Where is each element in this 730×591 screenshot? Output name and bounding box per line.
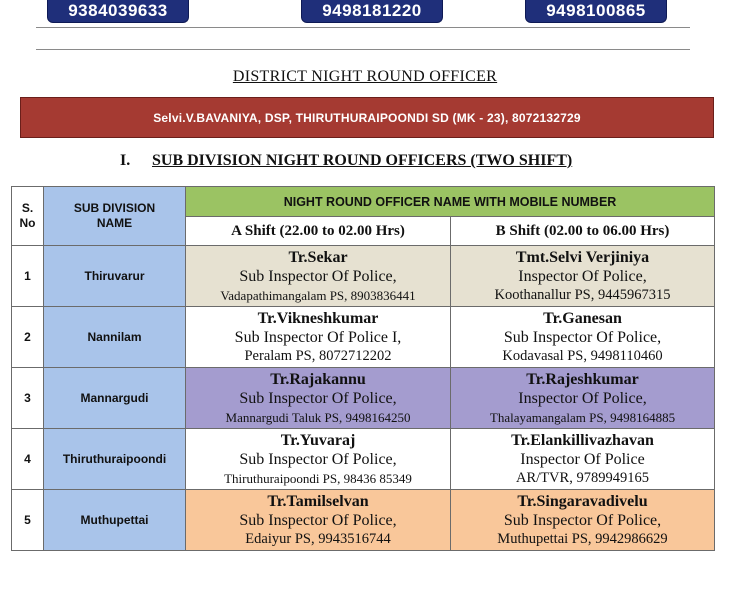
officer-name: Tr.Yuvaraj	[280, 431, 356, 449]
officer-name: Tr.Singaravadivelu	[517, 492, 648, 510]
officer-rank: Sub Inspector Of Police,	[239, 267, 397, 285]
shift-a-officer	[186, 368, 451, 429]
night-round-table	[11, 186, 715, 551]
shift-a-officer	[186, 246, 451, 307]
shift-b-officer	[451, 490, 715, 551]
officer-rank: Sub Inspector Of Police,	[239, 389, 397, 407]
row-subdivision: Thiruthuraipoondi	[44, 429, 186, 490]
header-subdivision-label: SUB DIVISION NAME	[73, 201, 156, 230]
shift-a-officer	[186, 307, 451, 368]
officer-station: Muthupettai PS, 9942986629	[497, 530, 668, 547]
header-sno	[12, 187, 44, 246]
table-row	[12, 429, 715, 490]
officer-station: Vadapathimangalam PS, 8903836441	[220, 287, 416, 303]
officer-name: Tmt.Selvi Verjiniya	[515, 248, 650, 266]
row-subdivision: Mannargudi	[44, 368, 186, 429]
shift-b-officer	[451, 307, 715, 368]
officer-name: Tr.Elankillivazhavan	[511, 431, 654, 449]
shift-b-officer	[451, 368, 715, 429]
table-row	[12, 368, 715, 429]
row-sno: 1	[12, 246, 44, 307]
officer-rank: Sub Inspector Of Police I,	[234, 328, 402, 346]
table-row	[12, 307, 715, 368]
district-officer-banner: Selvi.V.BAVANIYA, DSP, THIRUTHURAIPOONDI SD (MK - 23), 8072132729	[20, 97, 714, 138]
phone-badge-1: 9384039633	[47, 0, 189, 23]
officer-rank: Inspector Of Police	[520, 450, 645, 468]
officer-station: Mannargudi Taluk PS, 9498164250	[225, 409, 411, 425]
row-sno: 2	[12, 307, 44, 368]
section-number: I.	[120, 152, 131, 169]
officer-station: Thiruthuraipoondi PS, 98436 85349	[224, 470, 412, 486]
row-subdivision: Muthupettai	[44, 490, 186, 551]
officer-station: Koothanallur PS, 9445967315	[494, 286, 671, 303]
officer-name: Tr.Vikneshkumar	[257, 309, 379, 327]
divider-line	[36, 49, 690, 50]
shift-a-officer	[186, 490, 451, 551]
officer-name: Tr.Tamilselvan	[267, 492, 369, 510]
header-subdivision	[44, 187, 186, 246]
section-title: SUB DIVISION NIGHT ROUND OFFICERS (TWO SHIFT)	[152, 152, 573, 169]
row-subdivision: Thiruvarur	[44, 246, 186, 307]
shift-a-officer	[186, 429, 451, 490]
officer-rank: Inspector Of Police,	[518, 389, 647, 407]
officer-rank: Sub Inspector Of Police,	[239, 511, 397, 529]
officer-rank: Sub Inspector Of Police,	[503, 511, 662, 529]
row-subdivision: Nannilam	[44, 307, 186, 368]
officer-station: Kodavasal PS, 9498110460	[502, 347, 663, 364]
officer-name: Tr.Rajakannu	[270, 370, 366, 388]
officer-rank: Sub Inspector Of Police,	[503, 328, 662, 346]
officer-station: Peralam PS, 8072712202	[244, 347, 392, 364]
row-sno: 5	[12, 490, 44, 551]
officer-station: Edaiyur PS, 9943516744	[245, 530, 391, 547]
table-row	[12, 246, 715, 307]
officer-rank: Sub Inspector Of Police,	[239, 450, 397, 468]
phone-badge-3: 9498100865	[525, 0, 667, 23]
row-sno: 3	[12, 368, 44, 429]
officer-rank: Inspector Of Police,	[518, 267, 647, 285]
row-sno: 4	[12, 429, 44, 490]
section-heading	[120, 152, 572, 170]
divider-line	[36, 27, 690, 28]
officer-name: Tr.Rajeshkumar	[526, 370, 639, 388]
district-title: DISTRICT NIGHT ROUND OFFICER	[232, 68, 498, 85]
header-sno-label: S. No	[19, 201, 36, 230]
table-row	[12, 490, 715, 551]
header-shift-b: B Shift (02.00 to 06.00 Hrs)	[451, 217, 715, 246]
shift-b-officer	[451, 429, 715, 490]
header-shift-a: A Shift (22.00 to 02.00 Hrs)	[186, 217, 451, 246]
header-officer: NIGHT ROUND OFFICER NAME WITH MOBILE NUMBER	[186, 187, 715, 217]
officer-station: AR/TVR, 9789949165	[516, 469, 649, 486]
shift-b-officer	[451, 246, 715, 307]
officer-name: Tr.Sekar	[288, 248, 348, 266]
officer-station: Thalayamangalam PS, 9498164885	[489, 409, 676, 425]
phone-badge-2: 9498181220	[301, 0, 443, 23]
officer-name: Tr.Ganesan	[543, 309, 622, 327]
